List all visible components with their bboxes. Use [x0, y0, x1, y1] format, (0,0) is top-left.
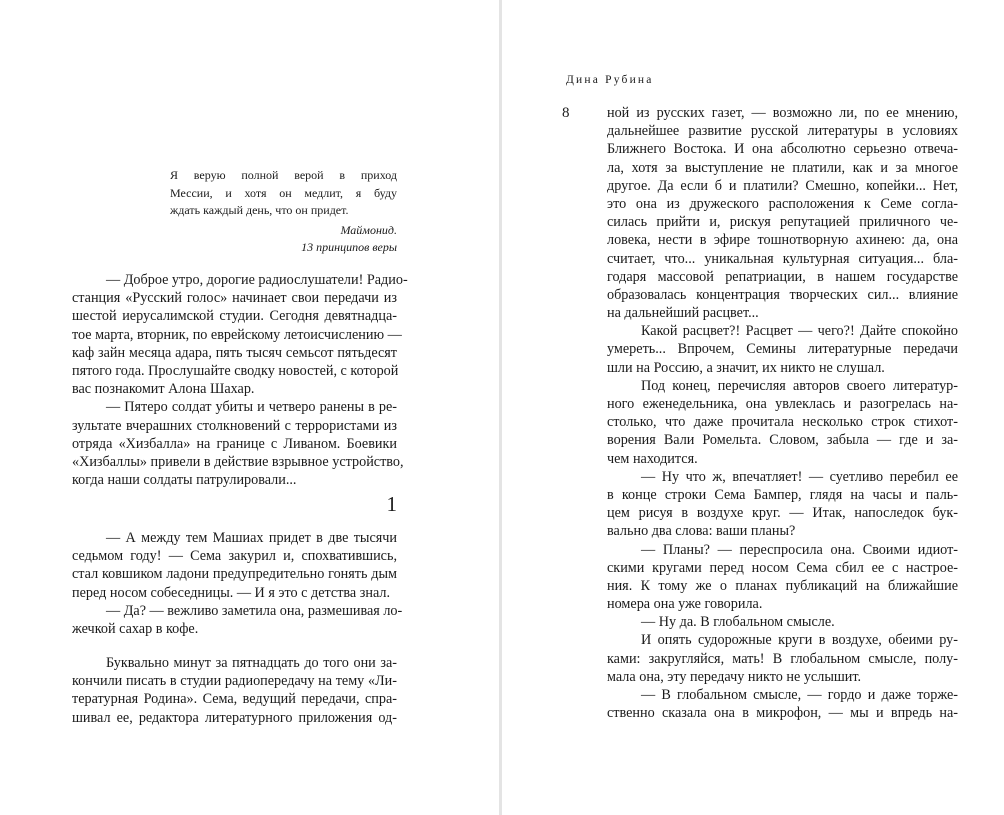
text-line: — Планы? — переспросила она. Своими идиот- [641, 541, 958, 558]
text-line: ной из русских газет, — возможно ли, по ее мнению, [607, 105, 958, 121]
text-line: — Да? — вежливо заметила она, размешивая ло- [106, 602, 403, 619]
text-line: «Хизбаллы» привели в действие взрывное устройство, [72, 453, 404, 470]
page-number: 8 [562, 105, 570, 121]
text-line: тое марта, вторник, по еврейскому летоисчислению — [72, 326, 402, 343]
text-line: ного еженедельника, она увлеклась и разогрелась на- [607, 396, 958, 412]
chapter-text-block [72, 529, 403, 638]
text-line: — Ну да. В глобальном смысле. [641, 614, 835, 631]
text-line: вас познакомит Алона Шахар. [72, 381, 255, 398]
text-line: ворения Вали Ромельта. Словом, забыла — где и за- [607, 432, 958, 449]
epigraph-line: ждать каждый день, что он придет. [170, 203, 349, 217]
text-line: стал ковшиком ладони предупредительно гонять дым [72, 566, 397, 583]
text-line: пятого года. Прослушайте сводку новостей, с которой [72, 362, 399, 379]
text-line: жечкой сахар в кофе. [72, 620, 199, 637]
text-line: ственно сказала она в микрофон, — мы и впредь на- [607, 705, 958, 722]
text-line: ловека, нести в эфире тошнотворную ахинею: да, она [607, 232, 958, 249]
text-line: станция «Русский голос» начинает свои передачи из [72, 290, 397, 307]
text-line: цем рисуя в воздухе круг. — Итак, напоследок бук- [607, 505, 958, 522]
text-line: — Доброе утро, дорогие радиослушатели! Радио- [106, 272, 408, 288]
text-line: годаря массовой репатриации, в нашем государстве [607, 268, 958, 285]
text-line: на дальнейший расцвет... [607, 305, 759, 322]
text-line: И опять судорожные круги в воздухе, обеими ру- [641, 632, 958, 649]
text-line: столько, что даже прочитала несколько строк стихот- [607, 414, 958, 431]
text-line: — Ну что ж, впечатляет! — суетливо перебил ее [641, 468, 958, 485]
text-line: — Пятеро солдат убиты и четверо ранены в ре- [106, 399, 397, 416]
text-line: ния. К тому же о планах публикаций на ближайшие [607, 577, 958, 594]
text-line: перед носом собеседницы. — И я это с детства знал. [72, 584, 390, 601]
text-line: тературная Родина». Сема, ведущий передачи, спра- [72, 691, 397, 708]
text-line: скими кругами перед носом Сема сбил ее с настрое- [607, 559, 958, 576]
text-line: номера она уже говорила. [607, 596, 763, 613]
text-line: в конце строки Сема Бампер, глядя на часы и паль- [607, 486, 958, 503]
text-line: Под конец, перечисляя авторов своего литератур- [641, 377, 958, 394]
text-line: образовалась концентрация творческих сил... влияние [607, 286, 958, 303]
text-line: кончили писать в студии радиопередачу на тему «Ли- [72, 673, 397, 690]
text-line: чем находится. [607, 450, 698, 467]
text-line: дальнейшее развитие русской литературы в условиях [607, 123, 958, 140]
text-line: вально два слова: ваши планы? [607, 523, 796, 540]
text-line: считает, что... уникальная культурная ситуация... бла- [607, 250, 958, 267]
text-line: Буквально минут за пятнадцать до того они за- [106, 655, 397, 671]
text-line: шли на Россию, а значит, их никто не слушал. [607, 359, 885, 376]
text-line: когда наши солдаты патрулировали... [72, 472, 297, 489]
text-line: силась прийти и, рискуя репутацией приличного че- [607, 214, 958, 231]
narrative-text-block [72, 654, 397, 727]
epigraph [170, 167, 397, 257]
text-line: Какой расцвет?! Расцвет — чего?! Дайте спокойно [641, 323, 958, 340]
text-line: умереть... Впрочем, Семины литературные передачи [607, 341, 958, 358]
text-line: Ближнего Востока. И она абсолютно серьезно отвеча- [607, 141, 958, 158]
text-line: каф зайн месяца адара, пять тысяч семьсот пятьдесят [72, 344, 397, 361]
running-header: Дина Рубина [566, 74, 654, 86]
text-line: — В глобальном смысле, — гордо и даже торже- [641, 687, 958, 703]
text-line: — А между тем Машиах придет в две тысячи [106, 530, 397, 546]
text-line: отряда «Хизбалла» на границе с Ливаном. Боевики [72, 435, 397, 452]
text-line: седьмом году! — Сема закурил и, спохватившись, [72, 548, 397, 565]
epigraph-attribution-author: Маймонид. [340, 222, 397, 237]
text-line: мала она, эту передачу никто не услышит. [607, 668, 862, 685]
text-line: шивал ее, редактора литературного приложения од- [72, 709, 397, 726]
epigraph-line: Мессии, и хотя он медлит, я буду [170, 185, 397, 200]
text-line: ками: закругляйся, мать! В глобальном смысле, полу- [607, 650, 958, 667]
epigraph-attribution-source: 13 принципов веры [301, 240, 397, 254]
right-page-text [607, 104, 958, 722]
text-line: это она из дружеского расположения к Семе согла- [607, 195, 958, 212]
text-line: другое. Да если б и платили? Смешно, копейки... Нет, [607, 177, 958, 194]
text-line: шестой иерусалимской студии. Сегодня девятнадца- [72, 308, 397, 325]
text-line: ла, хотя за выступление не платили, как и за многое [607, 159, 958, 176]
chapter-number: 1 [386, 492, 397, 516]
epigraph-line: Я верую полной верой в приход [170, 168, 397, 182]
left-page [0, 0, 499, 815]
text-line: зультате вчерашних столкновений с террористами из [72, 417, 397, 434]
opening-text-block [72, 271, 408, 489]
